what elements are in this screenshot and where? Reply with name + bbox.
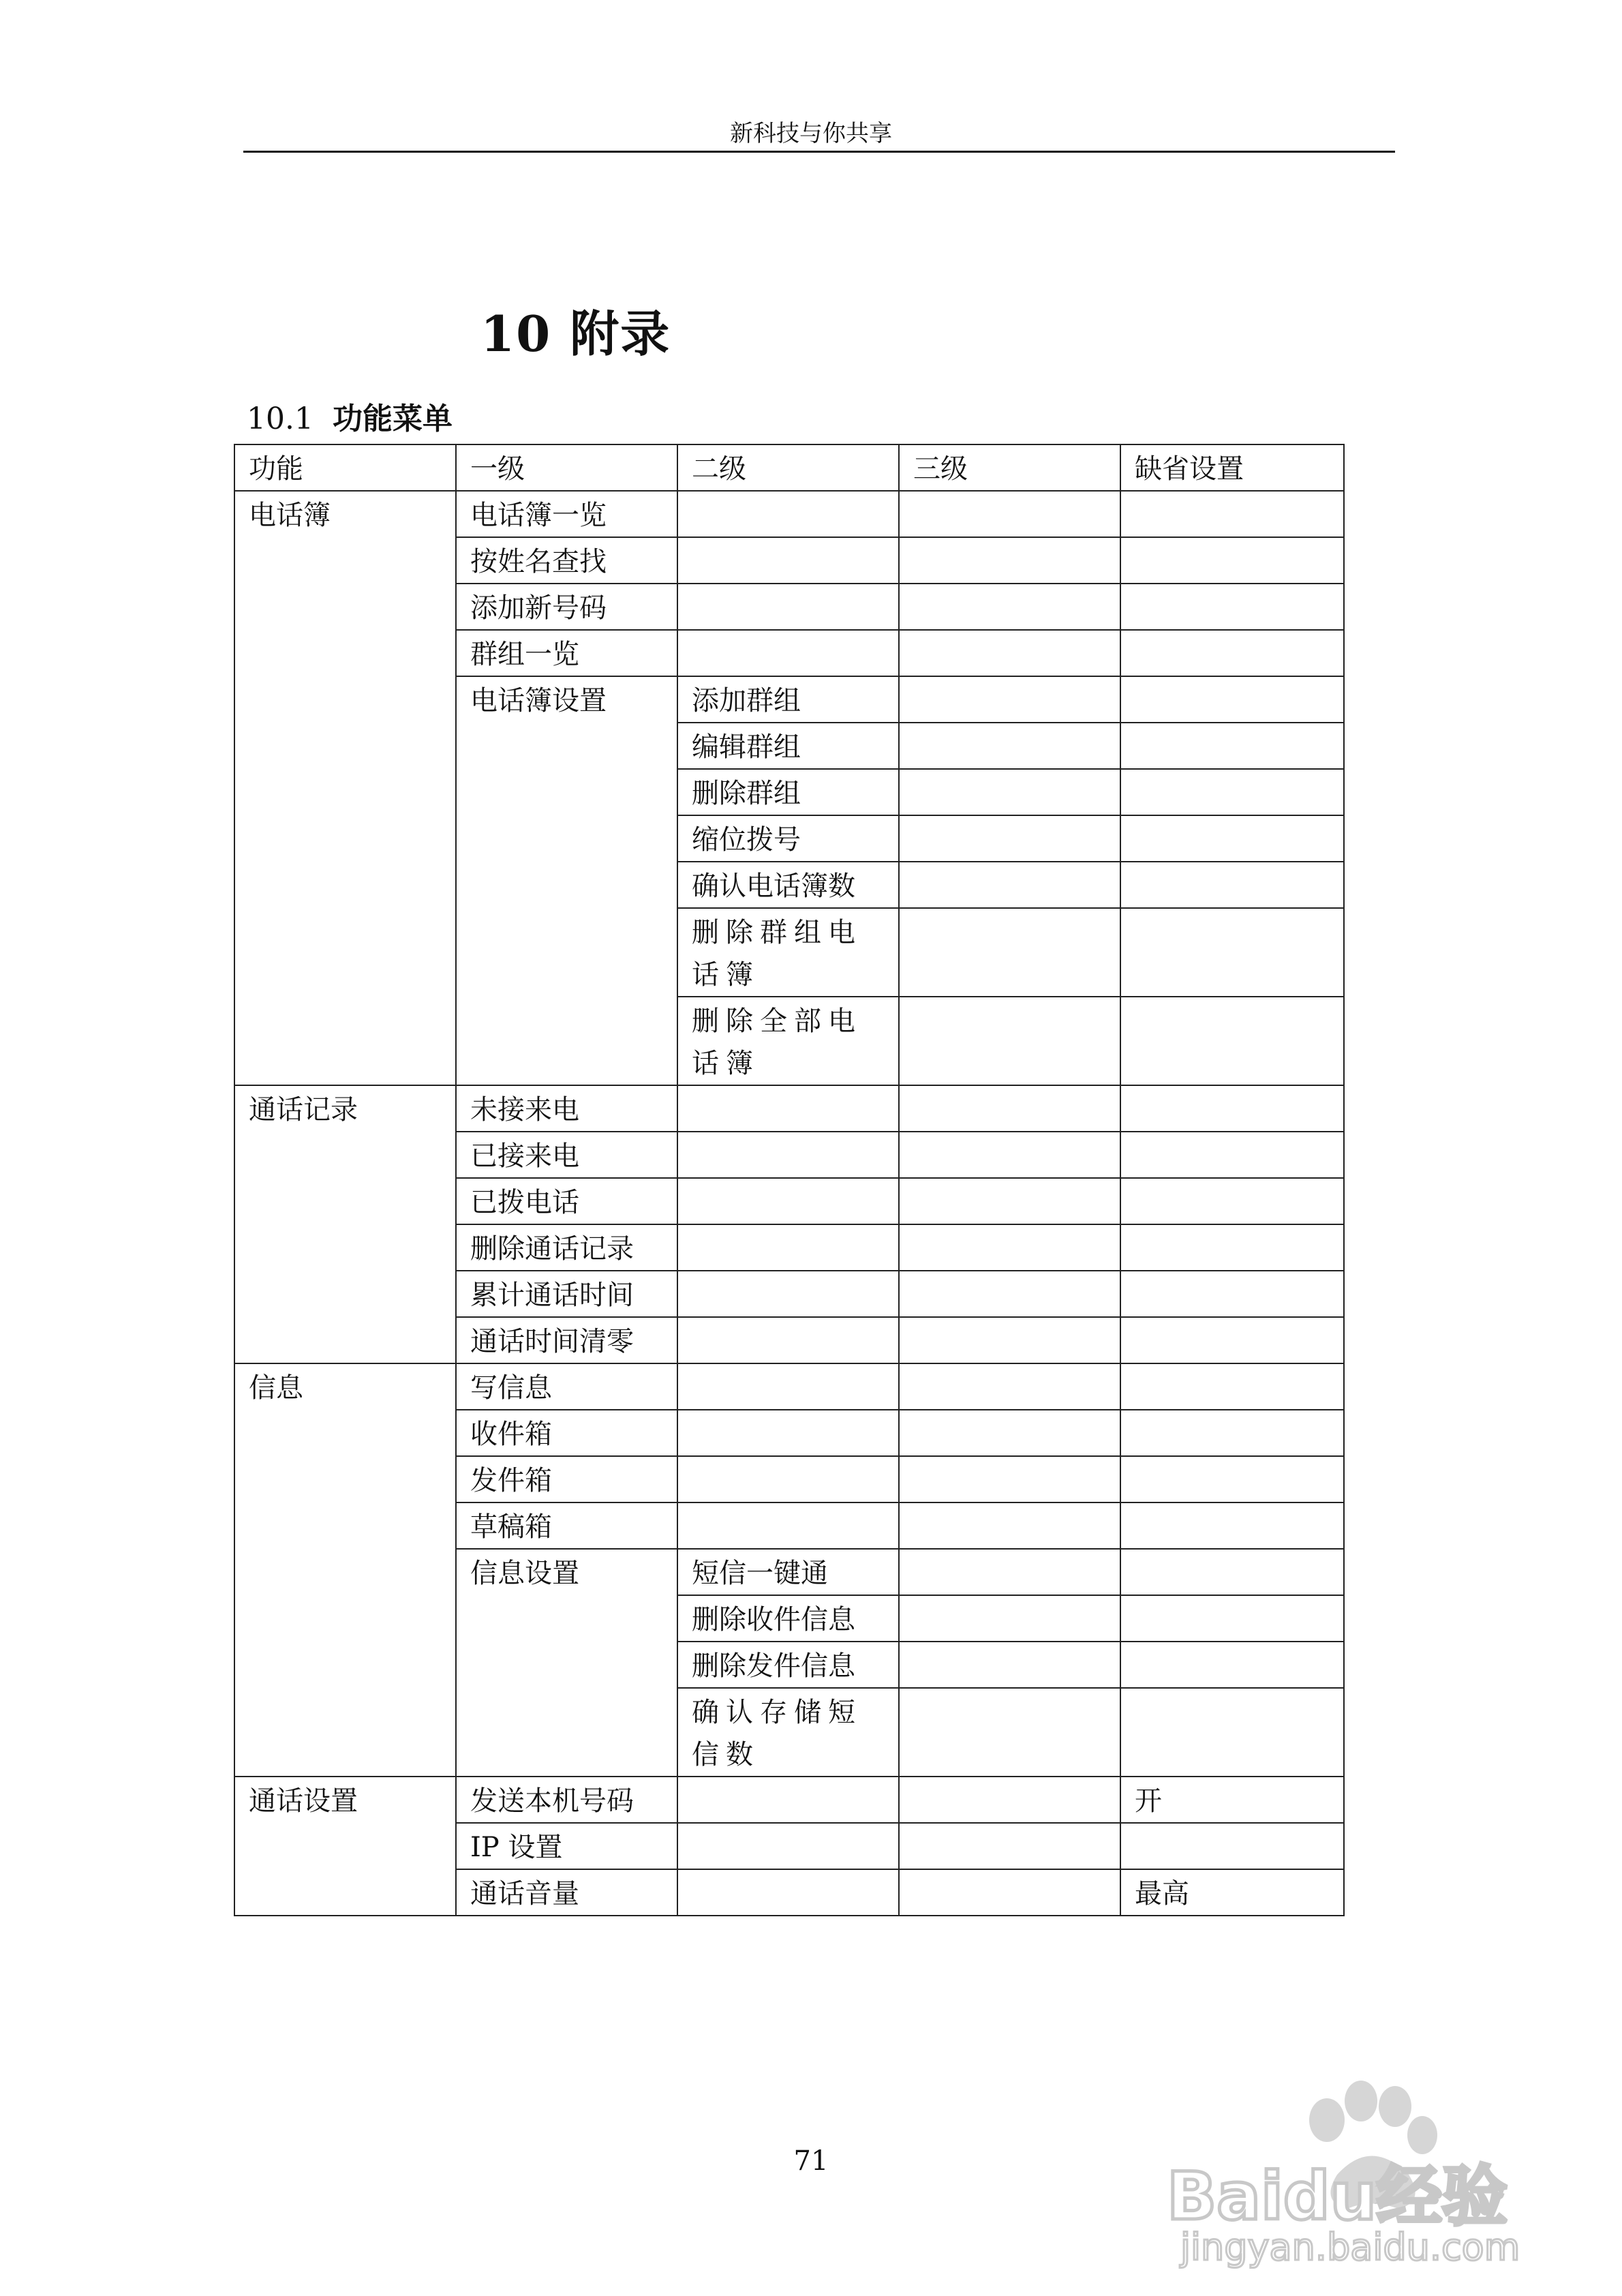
level2-cell: 编辑群组 bbox=[677, 723, 899, 769]
section-number: 10.1 bbox=[247, 402, 313, 436]
level2-cell: 删除全部电话簿 bbox=[677, 997, 899, 1085]
level2-cell: 删除收件信息 bbox=[677, 1595, 899, 1642]
level1-cell: 按姓名查找 bbox=[456, 537, 677, 584]
header-cell: 一级 bbox=[456, 444, 677, 491]
function-cell: 通话设置 bbox=[234, 1777, 456, 1916]
level2-cell: 确认存储短信数 bbox=[677, 1688, 899, 1777]
header-cell: 功能 bbox=[234, 444, 456, 491]
level1-cell: 写信息 bbox=[456, 1363, 677, 1410]
level1-cell: IP 设置 bbox=[456, 1823, 677, 1869]
level1-cell: 未接来电 bbox=[456, 1085, 677, 1132]
function-cell: 信息 bbox=[234, 1363, 456, 1777]
level2-cell: 短信一键通 bbox=[677, 1549, 899, 1595]
level1-cell: 收件箱 bbox=[456, 1410, 677, 1456]
table-row bbox=[234, 1085, 1344, 1132]
header-rule bbox=[243, 151, 1395, 153]
level1-cell: 已接来电 bbox=[456, 1132, 677, 1178]
level1-cell: 发送本机号码 bbox=[456, 1777, 677, 1823]
level1-cell: 添加新号码 bbox=[456, 584, 677, 630]
level1-cell: 电话簿一览 bbox=[456, 491, 677, 537]
level1-cell: 删除通话记录 bbox=[456, 1224, 677, 1271]
level1-cell: 群组一览 bbox=[456, 630, 677, 676]
default-cell bbox=[1120, 1823, 1344, 1869]
watermark-brand: Baidu经验 bbox=[1167, 2158, 1508, 2235]
level1-cell: 信息设置 bbox=[456, 1549, 677, 1777]
level2-cell: 添加群组 bbox=[677, 676, 899, 723]
level1-cell: 通话音量 bbox=[456, 1869, 677, 1916]
level2-cell: 缩位拨号 bbox=[677, 815, 899, 862]
level2-cell: 删除群组 bbox=[677, 769, 899, 815]
function-menu-table bbox=[234, 444, 1345, 1916]
level1-cell: 通话时间清零 bbox=[456, 1317, 677, 1363]
baidu-jingyan-watermark bbox=[1153, 2072, 1542, 2270]
table-row bbox=[234, 1777, 1344, 1823]
level2-cell: 删除群组电话簿 bbox=[677, 908, 899, 997]
level2-cell: 删除发件信息 bbox=[677, 1642, 899, 1688]
table-header-row bbox=[234, 444, 1344, 491]
function-cell: 电话簿 bbox=[234, 491, 456, 1085]
watermark-url: jingyan.baidu.com bbox=[1180, 2226, 1520, 2269]
chapter-title: 10 附录 bbox=[480, 305, 671, 363]
section-title: 功能菜单 bbox=[332, 402, 453, 436]
page-header-title: 新科技与你共享 bbox=[730, 120, 892, 147]
level1-cell: 电话簿设置 bbox=[456, 676, 677, 1085]
header-cell: 缺省设置 bbox=[1120, 444, 1344, 491]
page-number: 71 bbox=[793, 2145, 829, 2177]
level1-cell: 累计通话时间 bbox=[456, 1271, 677, 1317]
level2-cell: 确认电话簿数 bbox=[677, 862, 899, 908]
header-cell: 二级 bbox=[677, 444, 899, 491]
function-cell: 通话记录 bbox=[234, 1085, 456, 1363]
table-row bbox=[234, 491, 1344, 537]
level1-cell: 发件箱 bbox=[456, 1456, 677, 1502]
default-cell: 开 bbox=[1120, 1777, 1344, 1823]
level1-cell: 草稿箱 bbox=[456, 1502, 677, 1549]
header-cell: 三级 bbox=[899, 444, 1120, 491]
level1-cell: 已拨电话 bbox=[456, 1178, 677, 1224]
table-row bbox=[234, 1363, 1344, 1410]
default-cell: 最高 bbox=[1120, 1869, 1344, 1916]
section-heading bbox=[247, 394, 453, 438]
